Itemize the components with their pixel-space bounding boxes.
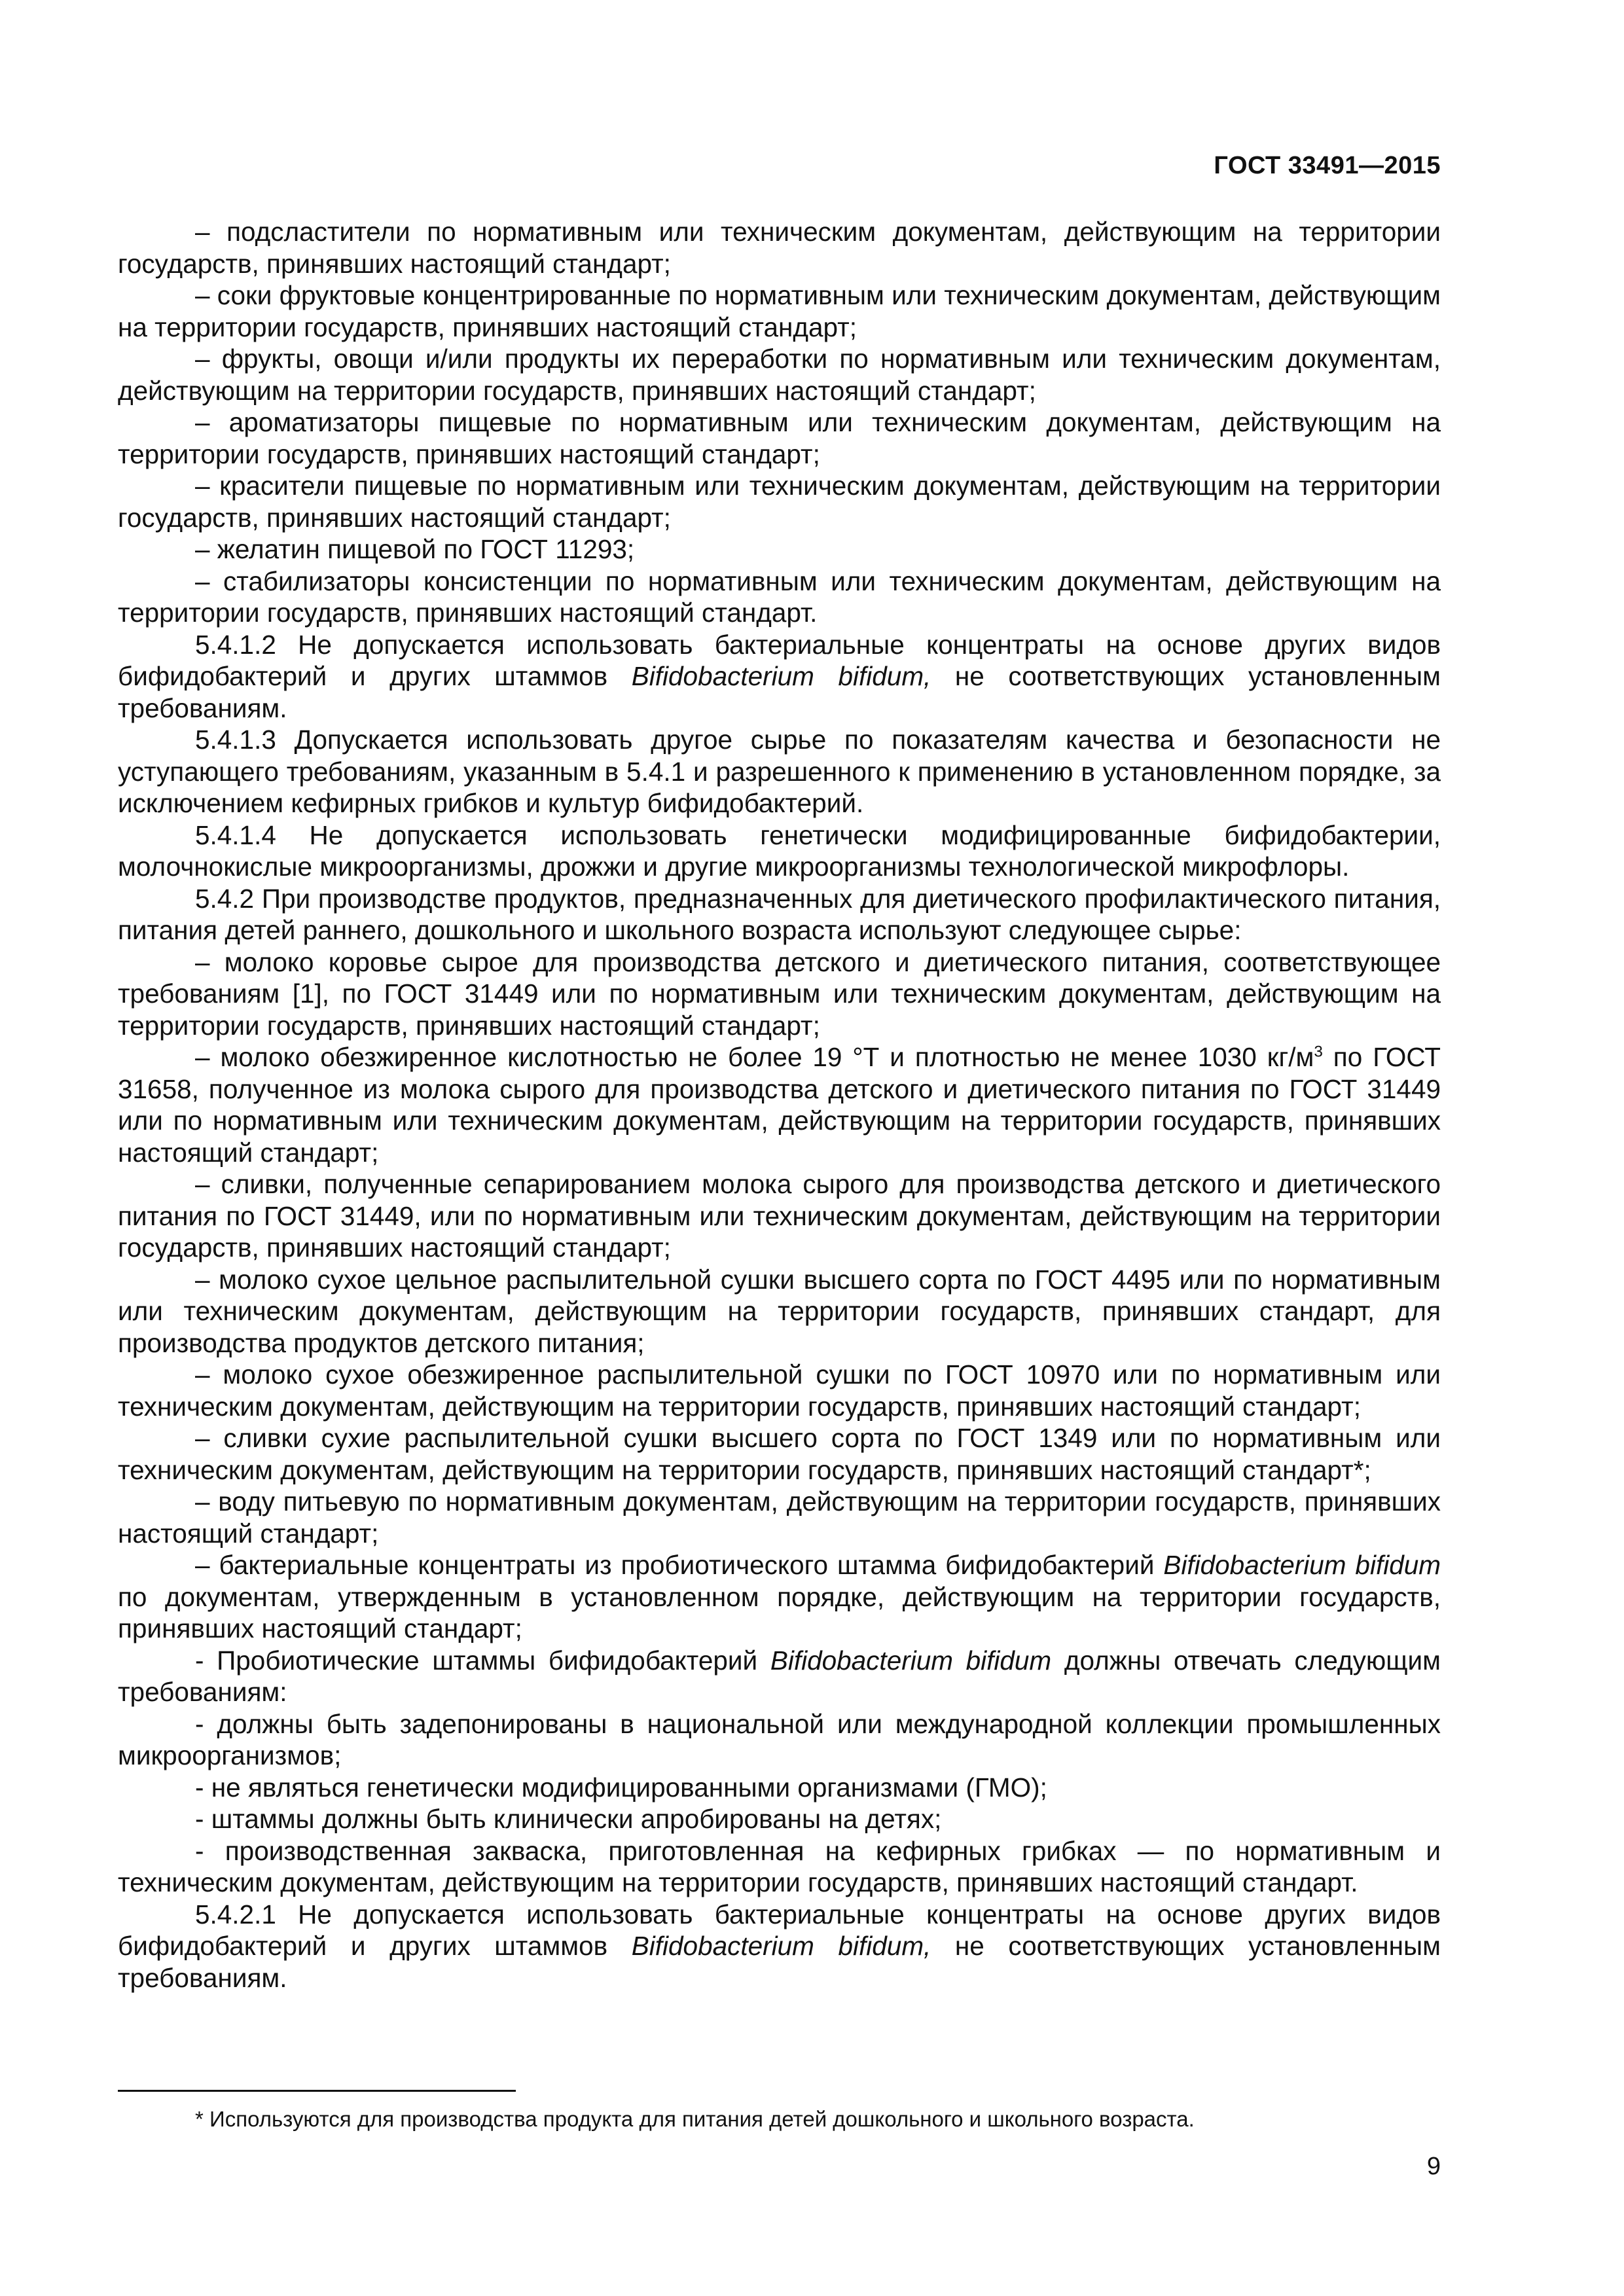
text-run: – бактериальные концентраты из пробиотического штамма бифидобактерий [195,1550,1164,1580]
text-run: 5.4.2.1 Не допускается использовать бактериальные концентраты на основе других видов бифидобактерий и других штаммов [118,1899,1441,1961]
species-name: Bifidobacterium bifidum [1163,1550,1441,1580]
paragraph [118,1422,1441,1486]
text-run: – сливки, полученные сепарированием молока сырого для производства детского и диетического питания по ГОСТ 31449, или по нормативным или техническим документам, действующим на территории государств, принявших настоящий стандарт; [118,1169,1441,1263]
text-run: - штаммы должны быть клинически апробированы на детях; [195,1804,942,1834]
paragraph [118,1772,1441,1804]
text-run: не соответствующих установленным требованиям. [118,1931,1441,1993]
paragraph [118,533,1441,565]
paragraph [118,1486,1441,1549]
paragraph [118,1264,1441,1359]
document-body [118,216,1441,1994]
footnote: * Используются для производства продукта для питания детей дошкольного и школьного возраста. [195,2107,1195,2131]
text-run: – молоко коровье сырое для производства детского и диетического питания, соответствующее требованиям [1], по ГОСТ 31449 или по нормативным или техническим документам, действующим на территории государств, принявших настоящий стандарт; [118,946,1441,1041]
text-run: должны отвечать следующим требованиям: [118,1645,1441,1707]
text-run: – подсластители по нормативным или техническим документам, действующим на территории государств, принявших настоящий стандарт; [118,217,1441,279]
paragraph [118,406,1441,470]
text-run: - должны быть задепонированы в национальной или международной коллекции промышленных микроорганизмов; [118,1708,1441,1770]
paragraph [118,1899,1441,1994]
paragraph [118,216,1441,279]
paragraph [118,1835,1441,1899]
paragraph [118,1708,1441,1772]
text-run: 5.4.1.3 Допускается использовать другое сырье по показателям качества и безопасности не уступающего требованиям, указанным в 5.4.1 и разрешенного к применению в установленном порядке, за исключением кефирных грибков и культур бифидобактерий. [118,725,1441,818]
paragraph [118,470,1441,533]
text-run: – молоко обезжиренное кислотностью не более 19 °Т и плотностью не менее 1030 кг/м [195,1042,1314,1072]
text-run: – сливки сухие распылительной сушки высшего сорта по ГОСТ 1349 или по нормативным или техническим документам, действующим на территории государств, принявших настоящий стандарт*; [118,1423,1441,1485]
paragraph [118,279,1441,343]
text-run: - Пробиотические штаммы бифидобактерий [195,1645,770,1676]
text-run: по ГОСТ 31658, полученное из молока сырого для производства детского и диетического питания по ГОСТ 31449 или по нормативным или техническим документам, действующим на территории государств, принявших настоящий стандарт; [118,1042,1441,1168]
text-run: – молоко сухое обезжиренное распылительной сушки по ГОСТ 10970 или по нормативным или техническим документам, действующим на территории государств, принявших настоящий стандарт; [118,1359,1441,1422]
text-run: 5.4.1.2 Не допускается использовать бактериальные концентраты на основе других видов бифидобактерий и других штаммов [118,629,1441,691]
species-name: Bifidobacterium bifidum, [631,661,931,691]
paragraph [118,1645,1441,1708]
paragraph [118,1549,1441,1645]
text-run: – воду питьевую по нормативным документам, действующим на территории государств, принявших настоящий стандарт; [118,1486,1441,1549]
text-run: – стабилизаторы консистенции по нормативным или техническим документам, действующим на территории государств, принявших настоящий стандарт. [118,565,1441,628]
text-run: 5.4.2 При производстве продуктов, предназначенных для диетического профилактического питания, питания детей раннего, дошкольного и школьного возраста используют следующее сырье: [118,883,1441,945]
superscript: 3 [1314,1043,1323,1061]
paragraph [118,946,1441,1042]
paragraph [118,1041,1441,1168]
footnote-divider [118,2090,516,2092]
text-run: – красители пищевые по нормативным или техническим документам, действующим на территории государств, принявших настоящий стандарт; [118,471,1441,533]
text-run: – фрукты, овощи и/или продукты их переработки по нормативным или техническим документам, действующим на территории государств, принявших настоящий стандарт; [118,344,1441,406]
text-run: - не являться генетически модифицированными организмами (ГМО); [195,1772,1047,1803]
paragraph [118,724,1441,819]
text-run: - производственная закваска, приготовленная на кефирных грибках — по нормативным и техническим документам, действующим на территории государств, принявших настоящий стандарт. [118,1835,1441,1897]
paragraph [118,883,1441,946]
text-run: – соки фруктовые концентрированные по нормативным или техническим документам, действующим на территории государств, принявших настоящий стандарт; [118,280,1441,342]
page-header: ГОСТ 33491—2015 [1214,152,1441,179]
paragraph [118,343,1441,406]
species-name: Bifidobacterium bifidum, [631,1931,931,1961]
text-run: по документам, утвержденным в установленном порядке, действующим на территории государств, принявших настоящий стандарт; [118,1581,1441,1643]
text-run: – желатин пищевой по ГОСТ 11293; [195,534,635,564]
paragraph [118,1359,1441,1422]
paragraph [118,565,1441,629]
paragraph [118,819,1441,883]
text-run: – молоко сухое цельное распылительной сушки высшего сорта по ГОСТ 4495 или по нормативным или техническим документам, действующим на территории государств, принявших стандарт, для производства продуктов детского питания; [118,1264,1441,1358]
paragraph [118,1803,1441,1835]
text-run: не соответствующих установленным требованиям. [118,661,1441,723]
species-name: Bifidobacterium bifidum [770,1645,1052,1676]
text-run: – ароматизаторы пищевые по нормативным или техническим документам, действующим на территории государств, принявших настоящий стандарт; [118,407,1441,469]
page-number: 9 [1426,2153,1441,2180]
paragraph [118,1168,1441,1264]
paragraph [118,629,1441,725]
text-run: 5.4.1.4 Не допускается использовать генетически модифицированные бифидобактерии, молочнокислые микроорганизмы, дрожжи и другие микроорганизмы технологической микрофлоры. [118,819,1441,882]
